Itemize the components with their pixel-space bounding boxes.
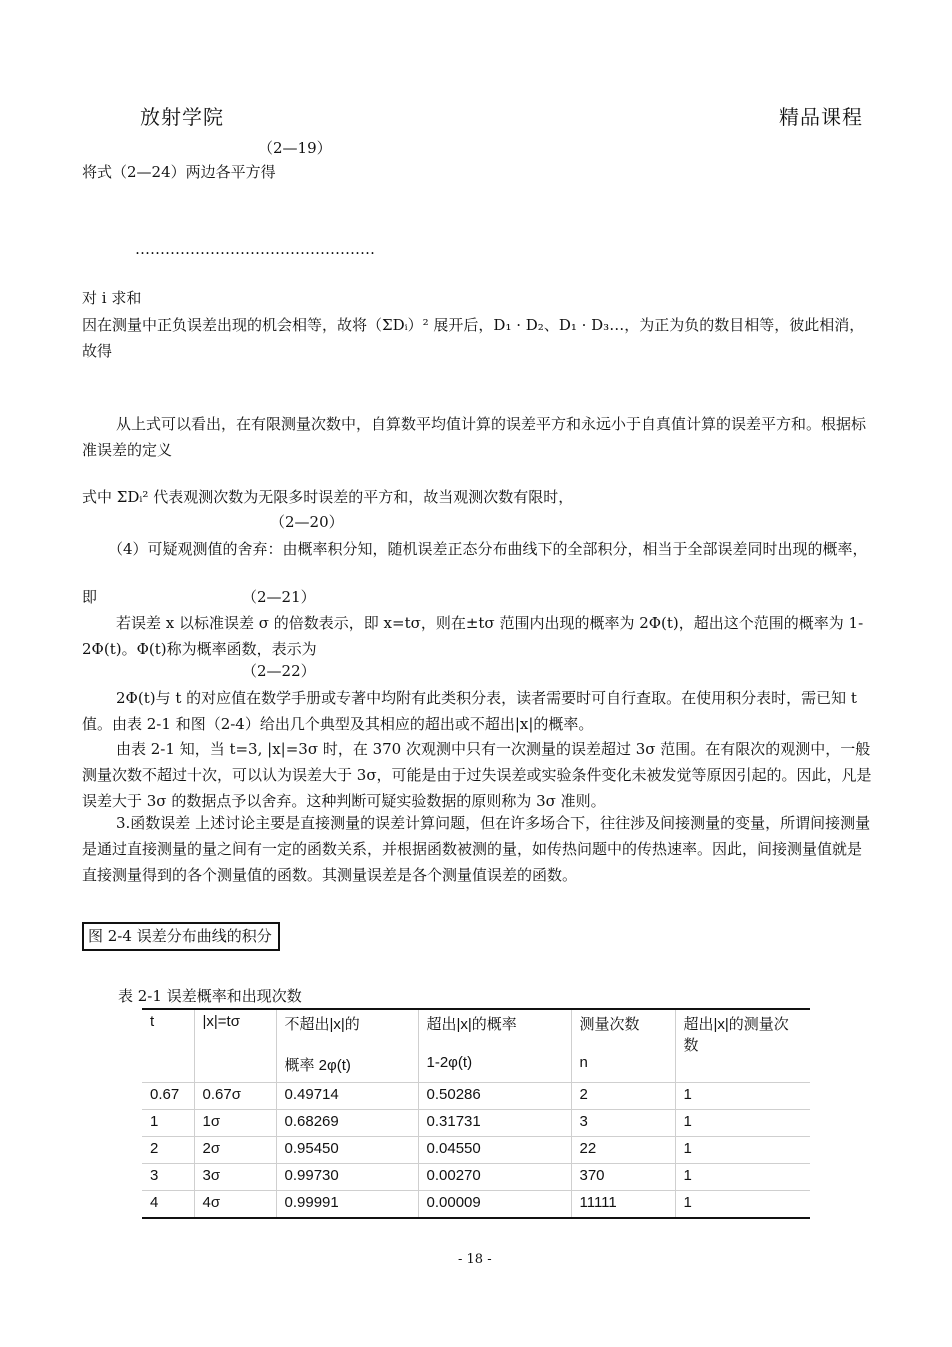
equation-number-2-20: （2—20） [270, 513, 344, 531]
table-cell: 0.31731 [418, 1110, 571, 1137]
table-cell: 0.67σ [194, 1083, 276, 1110]
header-left: 放射学院 [140, 105, 224, 129]
table-cell: 0.49714 [276, 1083, 418, 1110]
equation-number-2-22: （2—22） [242, 662, 316, 680]
table-cell: 1 [675, 1164, 810, 1191]
table-cell: 0.04550 [418, 1137, 571, 1164]
paragraph-error-x: 若误差 x 以标准误差 σ 的倍数表示，即 x=tσ，则在±tσ 范围内出现的概率为 2Φ(t)，超出这个范围的概率为 1-2Φ(t)。Φ(t)称为概率函数，表示为 [82, 614, 864, 658]
table-caption: 表 2-1 误差概率和出现次数 [118, 987, 302, 1005]
table-cell: 0.99730 [276, 1164, 418, 1191]
line-sigma-d: 式中 ΣDᵢ² 代表观测次数为无限多时误差的平方和，故当观测次数有限时， [82, 488, 574, 506]
table-cell: 1 [675, 1083, 810, 1110]
table-header-cell: t [142, 1009, 194, 1083]
table-cell: 0.95450 [276, 1137, 418, 1164]
paragraph-finite: 从上式可以看出，在有限测量次数中，自算数平均值计算的误差平方和永远小于自真值计算的误差平方和。根据标准误差的定义 [82, 415, 867, 459]
page-number: - 18 - [458, 1252, 492, 1267]
paragraph-function-error: 3.函数误差 上述讨论主要是直接测量的误差计算问题，但在许多场合下，往往涉及间接测量的变量，所谓间接测量是通过直接测量的量之间有一定的函数关系，并根据函数被测的量，如传热问题中的传热速率。因此，间接测量值就是直接测量得到的各个测量值的函数。其测量误差是各个测量值误差的函数。 [82, 814, 871, 884]
paragraph-table-2-1: 由表 2-1 知，当 t=3, |x|=3σ 时，在 370 次观测中只有一次测量的误差超过 3σ 范围。在有限次的观测中，一般测量次数不超过十次，可以认为误差大于 3σ，可能是由于过失误差或实验条件变化未被发觉等原因引起的。因此，凡是误差大于 3σ 的数据点予以舍弃。这种判断可疑实验数据的原则称为 3σ 准则。 [82, 740, 872, 810]
table-row [142, 1083, 810, 1110]
table-cell: 4σ [194, 1191, 276, 1219]
table-header-cell: |x|=tσ [194, 1009, 276, 1083]
table-row [142, 1110, 810, 1137]
error-probability-table [142, 1008, 810, 1219]
equation-number-2-21: （2—21） [242, 588, 316, 606]
figure-caption: 图 2-4 误差分布曲线的积分 [82, 922, 280, 951]
table-cell: 1 [142, 1110, 194, 1137]
table-cell: 0.67 [142, 1083, 194, 1110]
table-cell: 0.00009 [418, 1191, 571, 1219]
table-cell: 1 [675, 1137, 810, 1164]
line-sum-i: 对 i 求和 [82, 289, 142, 307]
table-cell: 3 [142, 1164, 194, 1191]
table-cell: 4 [142, 1191, 194, 1219]
table-cell: 22 [571, 1137, 675, 1164]
header-right: 精品课程 [779, 105, 863, 129]
table-cell: 370 [571, 1164, 675, 1191]
table-row [142, 1191, 810, 1219]
table-cell: 0.68269 [276, 1110, 418, 1137]
table-cell: 3 [571, 1110, 675, 1137]
table-header-cell: 不超出|x|的 概率 2φ(t) [276, 1009, 418, 1083]
table-cell: 0.00270 [418, 1164, 571, 1191]
table-cell: 1 [675, 1191, 810, 1219]
table-cell: 2 [142, 1137, 194, 1164]
table-cell: 2 [571, 1083, 675, 1110]
paragraph-item-4: （4）可疑观测值的舍弃：由概率积分知，随机误差正态分布曲线下的全部积分，相当于全部误差同时出现的概率， [108, 540, 868, 558]
table-cell: 0.50286 [418, 1083, 571, 1110]
table-cell: 1 [675, 1110, 810, 1137]
equation-number-2-19: （2—19） [258, 139, 332, 157]
line-ji: 即 [82, 588, 98, 606]
table-cell: 0.99991 [276, 1191, 418, 1219]
line-square: 将式（2—24）两边各平方得 [82, 163, 276, 181]
table-row [142, 1137, 810, 1164]
table-header-cell: 测量次数 n [571, 1009, 675, 1083]
table-cell: 3σ [194, 1164, 276, 1191]
paragraph-expand: 因在测量中正负误差出现的机会相等，故将（ΣDᵢ）² 展开后，D₁ · D₂、D₁ · D₃…，为正为负的数目相等，彼此相消，故得 [82, 316, 865, 360]
table-cell: 11111 [571, 1191, 675, 1219]
paragraph-2phi: 2Φ(t)与 t 的对应值在数学手册或专著中均附有此类积分表，读者需要时可自行查取。在使用积分表时，需已知 t 值。由表 2-1 和图（2-4）给出几个典型及其相应的超出或不超出|x|的概率。 [82, 689, 857, 733]
table-header-cell: 超出|x|的概率 1-2φ(t) [418, 1009, 571, 1083]
table-header-cell: 超出|x|的测量次数 [675, 1009, 810, 1083]
table-cell: 2σ [194, 1137, 276, 1164]
table-row [142, 1164, 810, 1191]
dotted-line: ………………………………………… [135, 240, 375, 258]
table-cell: 1σ [194, 1110, 276, 1137]
table-header-row [142, 1009, 810, 1083]
